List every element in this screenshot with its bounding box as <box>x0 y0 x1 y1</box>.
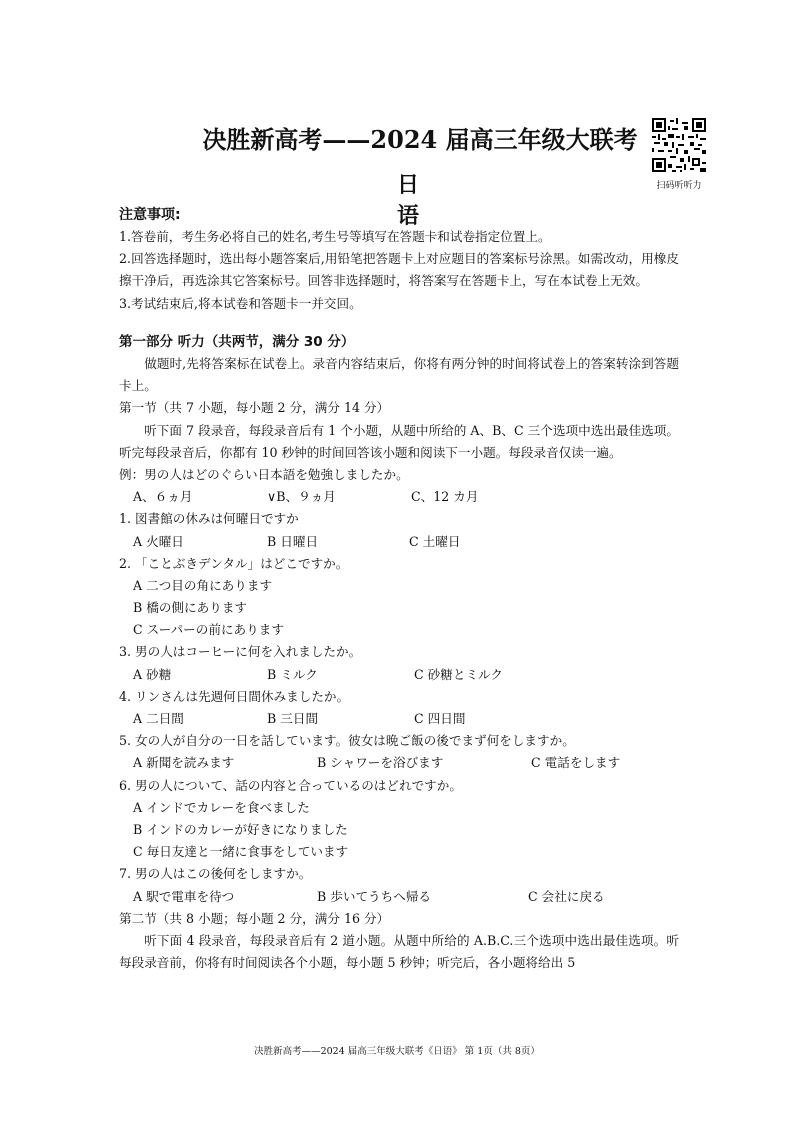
q2-option-c: C スーパーの前にあります <box>133 622 284 638</box>
example-options <box>119 486 679 508</box>
example-option-b: ∨B、９ヵ月 <box>267 489 336 505</box>
q4-option-c: C 四日間 <box>414 711 466 727</box>
q1-option-a: A 火曜日 <box>133 533 184 549</box>
q3-option-b: B ミルク <box>267 666 318 682</box>
part1-heading: 第一部分 听力（共两节，满分 30 分） <box>119 333 355 350</box>
page-footer: 决胜新高考——2024 届高三年级大联考《日语》 第 1页（共 8页） <box>254 1046 540 1057</box>
q4-option-b: B 三日間 <box>267 711 319 727</box>
qr-code-icon[interactable] <box>652 118 706 172</box>
q4-option-a: A 二日間 <box>133 711 184 727</box>
example-option-a: A、６ヵ月 <box>133 489 193 505</box>
notice-item-1: 1.答卷前，考生务必将自己的姓名,考生号等填写在答题卡和试卷指定位置上。 <box>119 229 551 244</box>
exam-content <box>119 204 679 974</box>
subject-title: 日 语 <box>396 172 536 229</box>
q6-option-b: B インドのカレーが好きになりました <box>133 821 348 837</box>
section2-title: 第二节（共 8 小题；每小题 2 分，满分 16 分） <box>119 910 390 926</box>
question-6: 6. 男の人について、話の内容と合っているのはどれですか。 <box>119 777 462 793</box>
section1-title: 第一节（共 7 小题，每小题 2 分，满分 14 分） <box>119 400 390 416</box>
q1-option-c: C 土曜日 <box>409 533 461 549</box>
q3-option-c: C 砂糖とミルク <box>414 666 503 682</box>
q7-option-c: C 会社に戻る <box>528 888 605 904</box>
question-1-options <box>119 531 679 553</box>
notice-item-3: 3.考试结束后,将本试卷和答题卡一并交回。 <box>119 295 362 311</box>
q3-option-a: A 砂糖 <box>133 666 172 682</box>
section1-instruction: 听下面 7 段录音，每段录音后有 1 个小题，从题中所给的 A、B、C 三个选项中选出最佳选项。听完每段录音后，你都有 10 秒钟的时间回答该小题和阅读下一小题。每段录音仅读一遍。 <box>119 422 679 460</box>
part1-intro: 做题时,先将答案标在试卷上。录音内容结束后，你将有两分钟的时间将试卷上的答案转涂到答题卡上。 <box>119 355 679 394</box>
q7-option-b: B 歩いてうちへ帰る <box>317 888 432 904</box>
question-2: 2. 「ことぶきデンタル」はどこですか。 <box>119 555 349 571</box>
q6-option-a: A インドでカレーを食べました <box>133 799 310 815</box>
notice-heading: 注意事项: <box>119 207 181 223</box>
question-5-options <box>119 752 679 774</box>
example-option-c: C、12 カ月 <box>411 489 479 505</box>
question-7: 7. 男の人はこの後何をしますか。 <box>119 866 312 882</box>
qr-caption: 扫码听听力 <box>656 181 702 191</box>
question-3-options <box>119 664 679 686</box>
section2-instruction: 听下面 4 段录音，每段录音后有 2 道小题。从题中所给的 A.B.C.三个选项中选出最佳选项。听每段录音前，你将有时间阅读各个小题，每小题 5 秒钟；听完后，各小题将给出 5 <box>119 932 679 971</box>
q5-option-a: A 新聞を読みます <box>133 755 235 771</box>
notice-item-2: 2.回答选择题时，选出每小题答案后,用铅笔把答题卡上对应题目的答案标号涂黑。如需改动，用橡皮擦干净后，再选涂其它答案标号。回答非选择题时，将答案写在答题卡上，写在本试卷上无效。 <box>119 251 679 289</box>
question-3: 3. 男の人はコーヒーに何を入れましたか。 <box>119 644 362 660</box>
q6-option-c: C 毎日友達と一緒に食事をしています <box>133 844 349 860</box>
q1-option-b: B 日曜日 <box>267 533 319 549</box>
exam-title: 决胜新高考——2024 届高三年级大联考 <box>202 125 638 154</box>
question-7-options <box>119 886 679 908</box>
question-4: 4. リンさんは先週何日間休みましたか。 <box>119 688 350 704</box>
q2-option-a: A 二つ目の角にあります <box>133 577 273 593</box>
example-question: 例：男の人はどのぐらい日本語を勉強しましたか。 <box>119 466 409 482</box>
q5-option-c: C 電話をします <box>531 755 621 771</box>
q5-option-b: B シャワーを浴びます <box>317 755 444 771</box>
q2-option-b: B 橋の側にあります <box>133 600 248 616</box>
question-5: 5. 女の人が自分の一日を話しています。彼女は晩ご飯の後でまず何をしますか。 <box>119 733 575 749</box>
q7-option-a: A 駅で電車を待つ <box>133 888 235 904</box>
question-1: 1. 図書館の休みは何曜日ですか <box>119 511 299 527</box>
question-4-options <box>119 708 679 730</box>
